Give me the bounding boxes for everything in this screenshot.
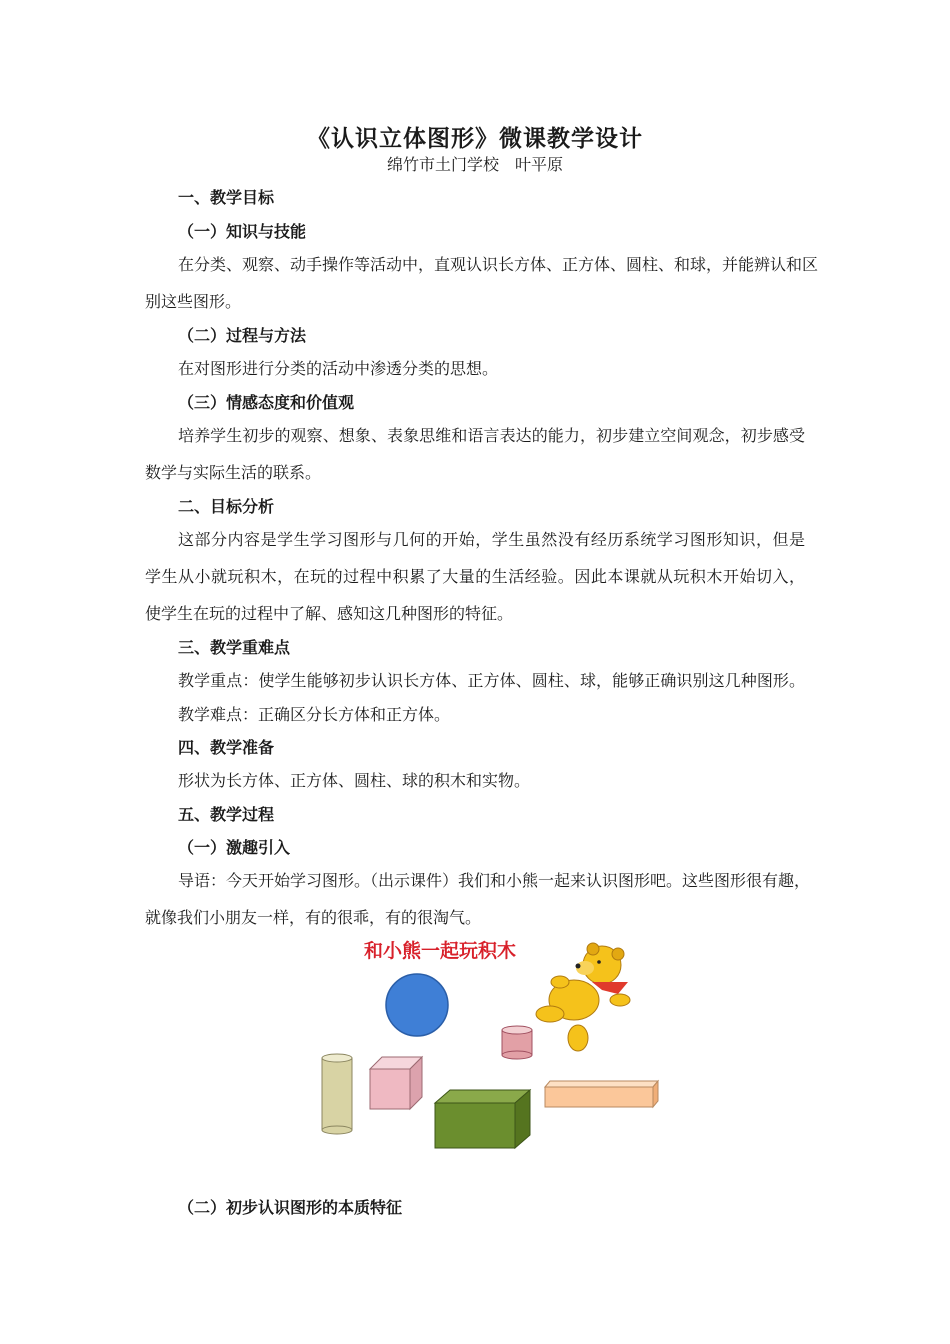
section-heading-4: 四、教学准备: [178, 738, 275, 757]
paragraph-line: 导语：今天开始学习图形。（出示课件）我们和小熊一起来认识图形吧。这些图形很有趣，: [178, 871, 811, 890]
paragraph-line: 在对图形进行分类的活动中渗透分类的思想。: [178, 359, 499, 378]
small-cylinder-shape: [502, 1026, 532, 1059]
subsection-heading-5-2: （二）初步认识图形的本质特征: [178, 1198, 403, 1217]
paragraph-line: 数学与实际生活的联系。: [145, 463, 322, 482]
paragraph-line: 就像我们小朋友一样，有的很乖，有的很淘气。: [145, 908, 482, 927]
paragraph-line: 使学生在玩的过程中了解、感知这几种图形的特征。: [145, 604, 514, 623]
paragraph-line: 教学重点：使学生能够初步认识长方体、正方体、圆柱、球，能够正确识别这几种图形。: [178, 671, 805, 690]
section-heading-3: 三、教学重难点: [178, 638, 291, 657]
doc-author: 绵竹市土门学校 叶平原: [386, 155, 563, 174]
paragraph-line: 别这些图形。: [145, 292, 242, 311]
paragraph-line: 在分类、观察、动手操作等活动中，直观认识长方体、正方体、圆柱、和球，并能辨认和区: [178, 255, 819, 274]
green-cuboid-shape: [435, 1090, 530, 1148]
paragraph-line: 培养学生初步的观察、想象、表象思维和语言表达的能力，初步建立空间观念，初步感受: [178, 426, 805, 445]
subsection-heading-1-2: （二）过程与方法: [178, 326, 307, 345]
section-heading-5: 五、教学过程: [178, 805, 275, 824]
sphere-shape: [386, 974, 448, 1036]
doc-title: 《认识立体图形》微课教学设计: [307, 126, 643, 152]
section-heading-2: 二、目标分析: [178, 497, 275, 516]
bear-icon: [536, 943, 630, 1051]
cube-shape: [370, 1057, 422, 1109]
paragraph-line: 教学难点：正确区分长方体和正方体。: [178, 705, 451, 724]
paragraph-line: 学生从小就玩积木，在玩的过程中积累了大量的生活经验。因此本课就从玩积木开始切入，: [145, 567, 805, 586]
paragraph-line: 形状为长方体、正方体、圆柱、球的积木和实物。: [178, 771, 531, 790]
subsection-heading-1-3: （三）情感态度和价值观: [178, 393, 355, 412]
illustration-caption: 和小熊一起玩积木: [363, 940, 517, 962]
section-heading-1: 一、教学目标: [178, 188, 275, 207]
tall-cylinder-shape: [322, 1054, 352, 1134]
paragraph-line: 这部分内容是学生学习图形与几何的开始，学生虽然没有经历系统学习图形知识，但是: [178, 530, 805, 549]
orange-cuboid-shape: [545, 1081, 658, 1107]
subsection-heading-5-1: （一）激趣引入: [178, 838, 291, 857]
blocks-illustration: [310, 930, 670, 1160]
subsection-heading-1-1: （一）知识与技能: [178, 222, 307, 241]
